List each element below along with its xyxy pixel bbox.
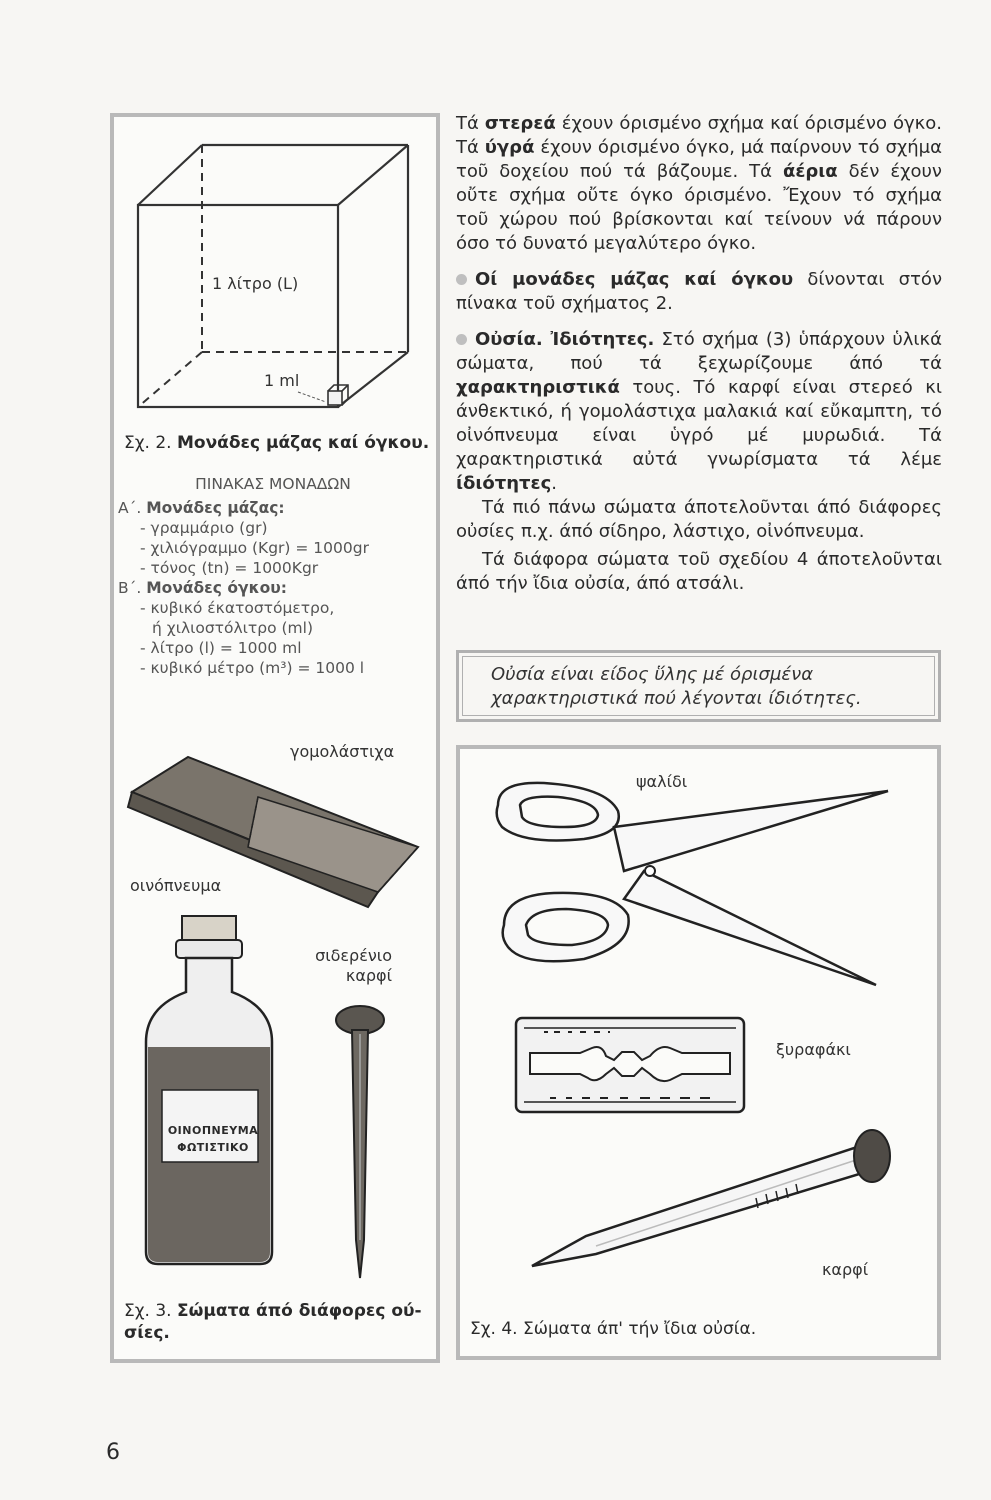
- alcohol-label: οινόπνευμα: [130, 876, 222, 895]
- paragraph-units: [456, 268, 942, 316]
- paragraph-states-of-matter: [456, 112, 942, 256]
- figure2-caption-num: Σχ. 2.: [124, 433, 172, 453]
- mass-item: - τόνος (tn) = 1000Kgr: [140, 559, 319, 577]
- ml-label: 1 ml: [264, 371, 300, 390]
- p1-bold-liquids: ύγρά: [484, 137, 535, 158]
- figure3-caption: [124, 1300, 424, 1344]
- figure3-caption-num: Σχ. 3.: [124, 1301, 172, 1321]
- volume-prefix: Β΄.: [118, 579, 142, 597]
- eraser-label: γομολάστιχα: [290, 742, 395, 761]
- mass-item: - γραμμάριο (gr): [140, 519, 268, 537]
- eraser-drawing: [128, 752, 438, 912]
- units-table: [118, 474, 428, 678]
- p3-text: .: [551, 473, 557, 494]
- p3-text: Στό σχήμα (3) ὑπάρχουν ὑλικά σώματα, πού τά ξεχωρίζουμε άπό τά: [456, 329, 942, 374]
- volume-heading: Μονάδες όγκου:: [146, 579, 287, 597]
- p1-bold-solids: στερεά: [484, 113, 556, 134]
- p1-text: Τά: [456, 113, 485, 134]
- p3-bold-characteristics: χαρακτηριστικά: [456, 377, 620, 398]
- steel-nail-label: καρφί: [822, 1260, 869, 1279]
- steel-nail-drawing: [526, 1128, 906, 1278]
- figure2-caption: [124, 432, 429, 454]
- volume-item: - κυβικό μέτρο (m³) = 1000 l: [140, 659, 365, 677]
- volume-item: ή χιλιοστόλιτρο (ml): [152, 619, 313, 637]
- mass-heading-line: [118, 498, 428, 518]
- bullet-icon: [456, 334, 467, 345]
- bottle-label-text-1: ΟΙΝΟΠΝΕΥΜΑ: [167, 1124, 259, 1137]
- volume-heading-line: [118, 578, 428, 598]
- page-number: 6: [106, 1440, 120, 1465]
- p3-bold-heading: Οὐσία. Ἰδιότητες.: [475, 329, 655, 350]
- figure3-caption-text: Σώματα άπό διάφορες ού-σίες.: [124, 1301, 422, 1343]
- mass-item: - χιλιόγραμμο (Kgr) = 1000gr: [140, 539, 369, 557]
- scissors-drawing: [484, 775, 904, 975]
- main-text-column: [456, 112, 942, 596]
- figure2-caption-text: Μονάδες μάζας καί όγκου.: [177, 433, 430, 453]
- iron-nail-label: σιδερένιο καρφί: [315, 946, 392, 985]
- p1-bold-gases: άέρια: [783, 161, 838, 182]
- figure4-caption-num: Σχ. 4.: [470, 1319, 518, 1339]
- paragraph-substance: [456, 328, 942, 496]
- units-table-title: ΠΙΝΑΚΑΣ ΜΟΝΑΔΩΝ: [195, 475, 351, 493]
- iron-nail-drawing: [330, 1000, 390, 1285]
- razor-blade-drawing: [510, 1008, 750, 1123]
- p2-bold: Οί μονάδες μάζας καί όγκου: [475, 269, 794, 290]
- razor-label: ξυραφάκι: [776, 1040, 851, 1059]
- definition-text: Οὐσία είναι είδος ὕλης μέ όρισμένα χαρακτηριστικά πού λέγονται ίδιότητες.: [491, 664, 862, 709]
- p1-text: δέν έχουν οὔτε σχήμα οὔτε όγκο όρισμένο. Ἔχουν τό σχήμα τοῦ χώρου πού βρίσκονται καί τείνουν νά πάρουν όσο τό δυνατό μεγαλύτερο όγκο.: [456, 161, 942, 254]
- paragraph-different-substances: Τά πιό πάνω σώματα άποτελοῦνται άπό διάφορες οὐσίες π.χ. άπό σίδηρο, λάστιχο, οἰνόπνευμα.: [456, 497, 942, 542]
- paragraph-same-substance: Τά διάφορα σώματα τοῦ σχεδίου 4 άποτελοῦνται άπό τήν ἴδια οὐσία, άπό ατσάλι.: [456, 549, 942, 594]
- p1-text: έχουν όρισμένο όγκο, μά παίρνουν τό σχήμα τοῦ δοχείου πού τά βάζουμε. Τά: [456, 137, 942, 182]
- volume-item: - κυβικό έκατοστόμετρο,: [140, 599, 335, 617]
- liter-label: 1 λίτρο (L): [212, 274, 299, 293]
- mass-heading: Μονάδες μάζας:: [146, 499, 285, 517]
- definition-inner: [462, 656, 935, 716]
- bottle-label-text-2: ΦΩΤΙΣΤΙΚΟ: [177, 1141, 249, 1154]
- bullet-icon: [456, 274, 467, 285]
- p3-bold-properties: ίδιότητες: [456, 473, 552, 494]
- definition-box: [456, 650, 941, 722]
- scissors-label: ψαλίδι: [636, 772, 688, 791]
- p1-text: έχουν όρισμένο σχήμα καί όρισμένο όγκο. Τά: [456, 113, 942, 158]
- p2-text: δίνονται στόν πίνακα τοῦ σχήματος 2.: [456, 269, 942, 314]
- alcohol-bottle-drawing: [140, 912, 280, 1272]
- figure4-caption-text: Σώματα άπ' τήν ἴδια οὐσία.: [523, 1319, 757, 1339]
- mass-prefix: Α΄.: [118, 499, 142, 517]
- p3-text: τους. Τό καρφί είναι στερεό κι άνθεκτικό, ή γομολάστιχα μαλακιά καί εὔκαμπτη, τό οἰνόπνευμα είναι ὑγρό μέ μυρωδιά. Τά χαρακτηριστικά αὐτά γνωρίσματα τά λέμε: [456, 377, 942, 470]
- figure4-caption: [470, 1318, 756, 1340]
- volume-item: - λίτρο (l) = 1000 ml: [140, 639, 302, 657]
